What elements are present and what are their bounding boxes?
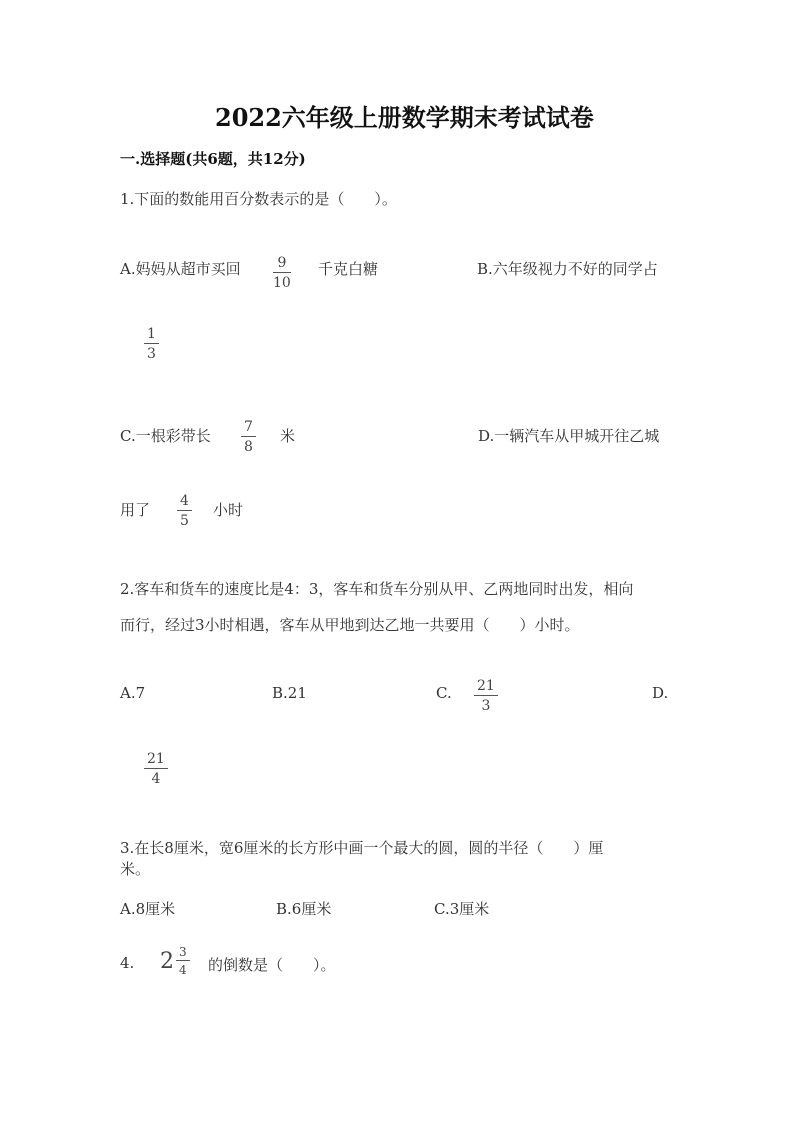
- q1-option-a-suffix: 千克白糖: [318, 260, 379, 278]
- q1-option-a-text: A.妈妈从超市买回: [120, 260, 241, 278]
- q1-option-b-fraction: [144, 327, 159, 361]
- q1-option-d-text: D.一辆汽车从甲城开往乙城: [478, 427, 660, 445]
- page-title: 2022六年级上册数学期末考试试卷: [215, 103, 594, 132]
- question-4-text: 的倒数是（ ）。: [208, 956, 336, 974]
- q4-mixed-number: [160, 946, 190, 976]
- mixed-number-whole: 2: [160, 948, 174, 974]
- q1-option-c-fraction: [241, 420, 256, 454]
- question-3-line-1: 3.在长8厘米，宽6厘米的长方形中画一个最大的圆，圆的半径（ ）厘: [120, 839, 604, 857]
- q2-option-b: B.21: [272, 684, 307, 702]
- fraction-numerator: 9: [277, 255, 287, 271]
- question-2-line-1: 2.客车和货车的速度比是4：3，客车和货车分别从甲、乙两地同时出发，相向: [120, 580, 634, 598]
- question-1-stem: 1.下面的数能用百分数表示的是（ ）。: [120, 190, 397, 208]
- question-2-line-2: 而行，经过3小时相遇，客车从甲地到达乙地一共要用（ ）小时。: [120, 616, 580, 634]
- fraction-numerator: 4: [180, 493, 189, 509]
- q1-option-c-suffix: 米: [280, 427, 296, 445]
- fraction-denominator: 10: [273, 275, 291, 291]
- q1-option-b-text: B.六年级视力不好的同学占: [477, 260, 658, 278]
- fraction-denominator: 4: [179, 963, 187, 977]
- fraction-denominator: 5: [180, 513, 189, 529]
- q1-option-d-suffix: 小时: [213, 501, 244, 519]
- fraction-numerator: 1: [147, 326, 156, 342]
- q3-option-c: C.3厘米: [434, 900, 490, 918]
- q2-option-a: A.7: [120, 684, 146, 702]
- q2-option-c-fraction: [474, 679, 498, 713]
- q1-option-a-fraction: [273, 256, 291, 290]
- fraction-numerator: 7: [244, 419, 253, 435]
- q3-option-b: B.6厘米: [276, 900, 332, 918]
- fraction-denominator: 8: [244, 439, 253, 455]
- fraction-numerator: 21: [147, 751, 165, 767]
- q1-option-d-fraction: [177, 494, 192, 528]
- question-4-number: 4.: [120, 954, 135, 972]
- fraction-denominator: 3: [481, 698, 491, 714]
- section-heading: 一.选择题(共6题，共12分): [120, 150, 306, 168]
- mixed-number-fraction: [176, 946, 190, 976]
- q2-option-d-fraction: [144, 752, 168, 786]
- question-3-line-2: 米。: [120, 860, 151, 878]
- fraction-denominator: 3: [147, 346, 156, 362]
- fraction-numerator: 21: [477, 678, 495, 694]
- q1-option-c-text: C.一根彩带长: [120, 427, 211, 445]
- q2-option-c-label: C.: [436, 684, 452, 702]
- fraction-numerator: 3: [179, 945, 187, 959]
- q3-option-a: A.8厘米: [120, 900, 176, 918]
- q1-option-d-continuation: 用了: [120, 501, 151, 519]
- fraction-denominator: 4: [151, 771, 161, 787]
- q2-option-d-label: D.: [652, 684, 669, 702]
